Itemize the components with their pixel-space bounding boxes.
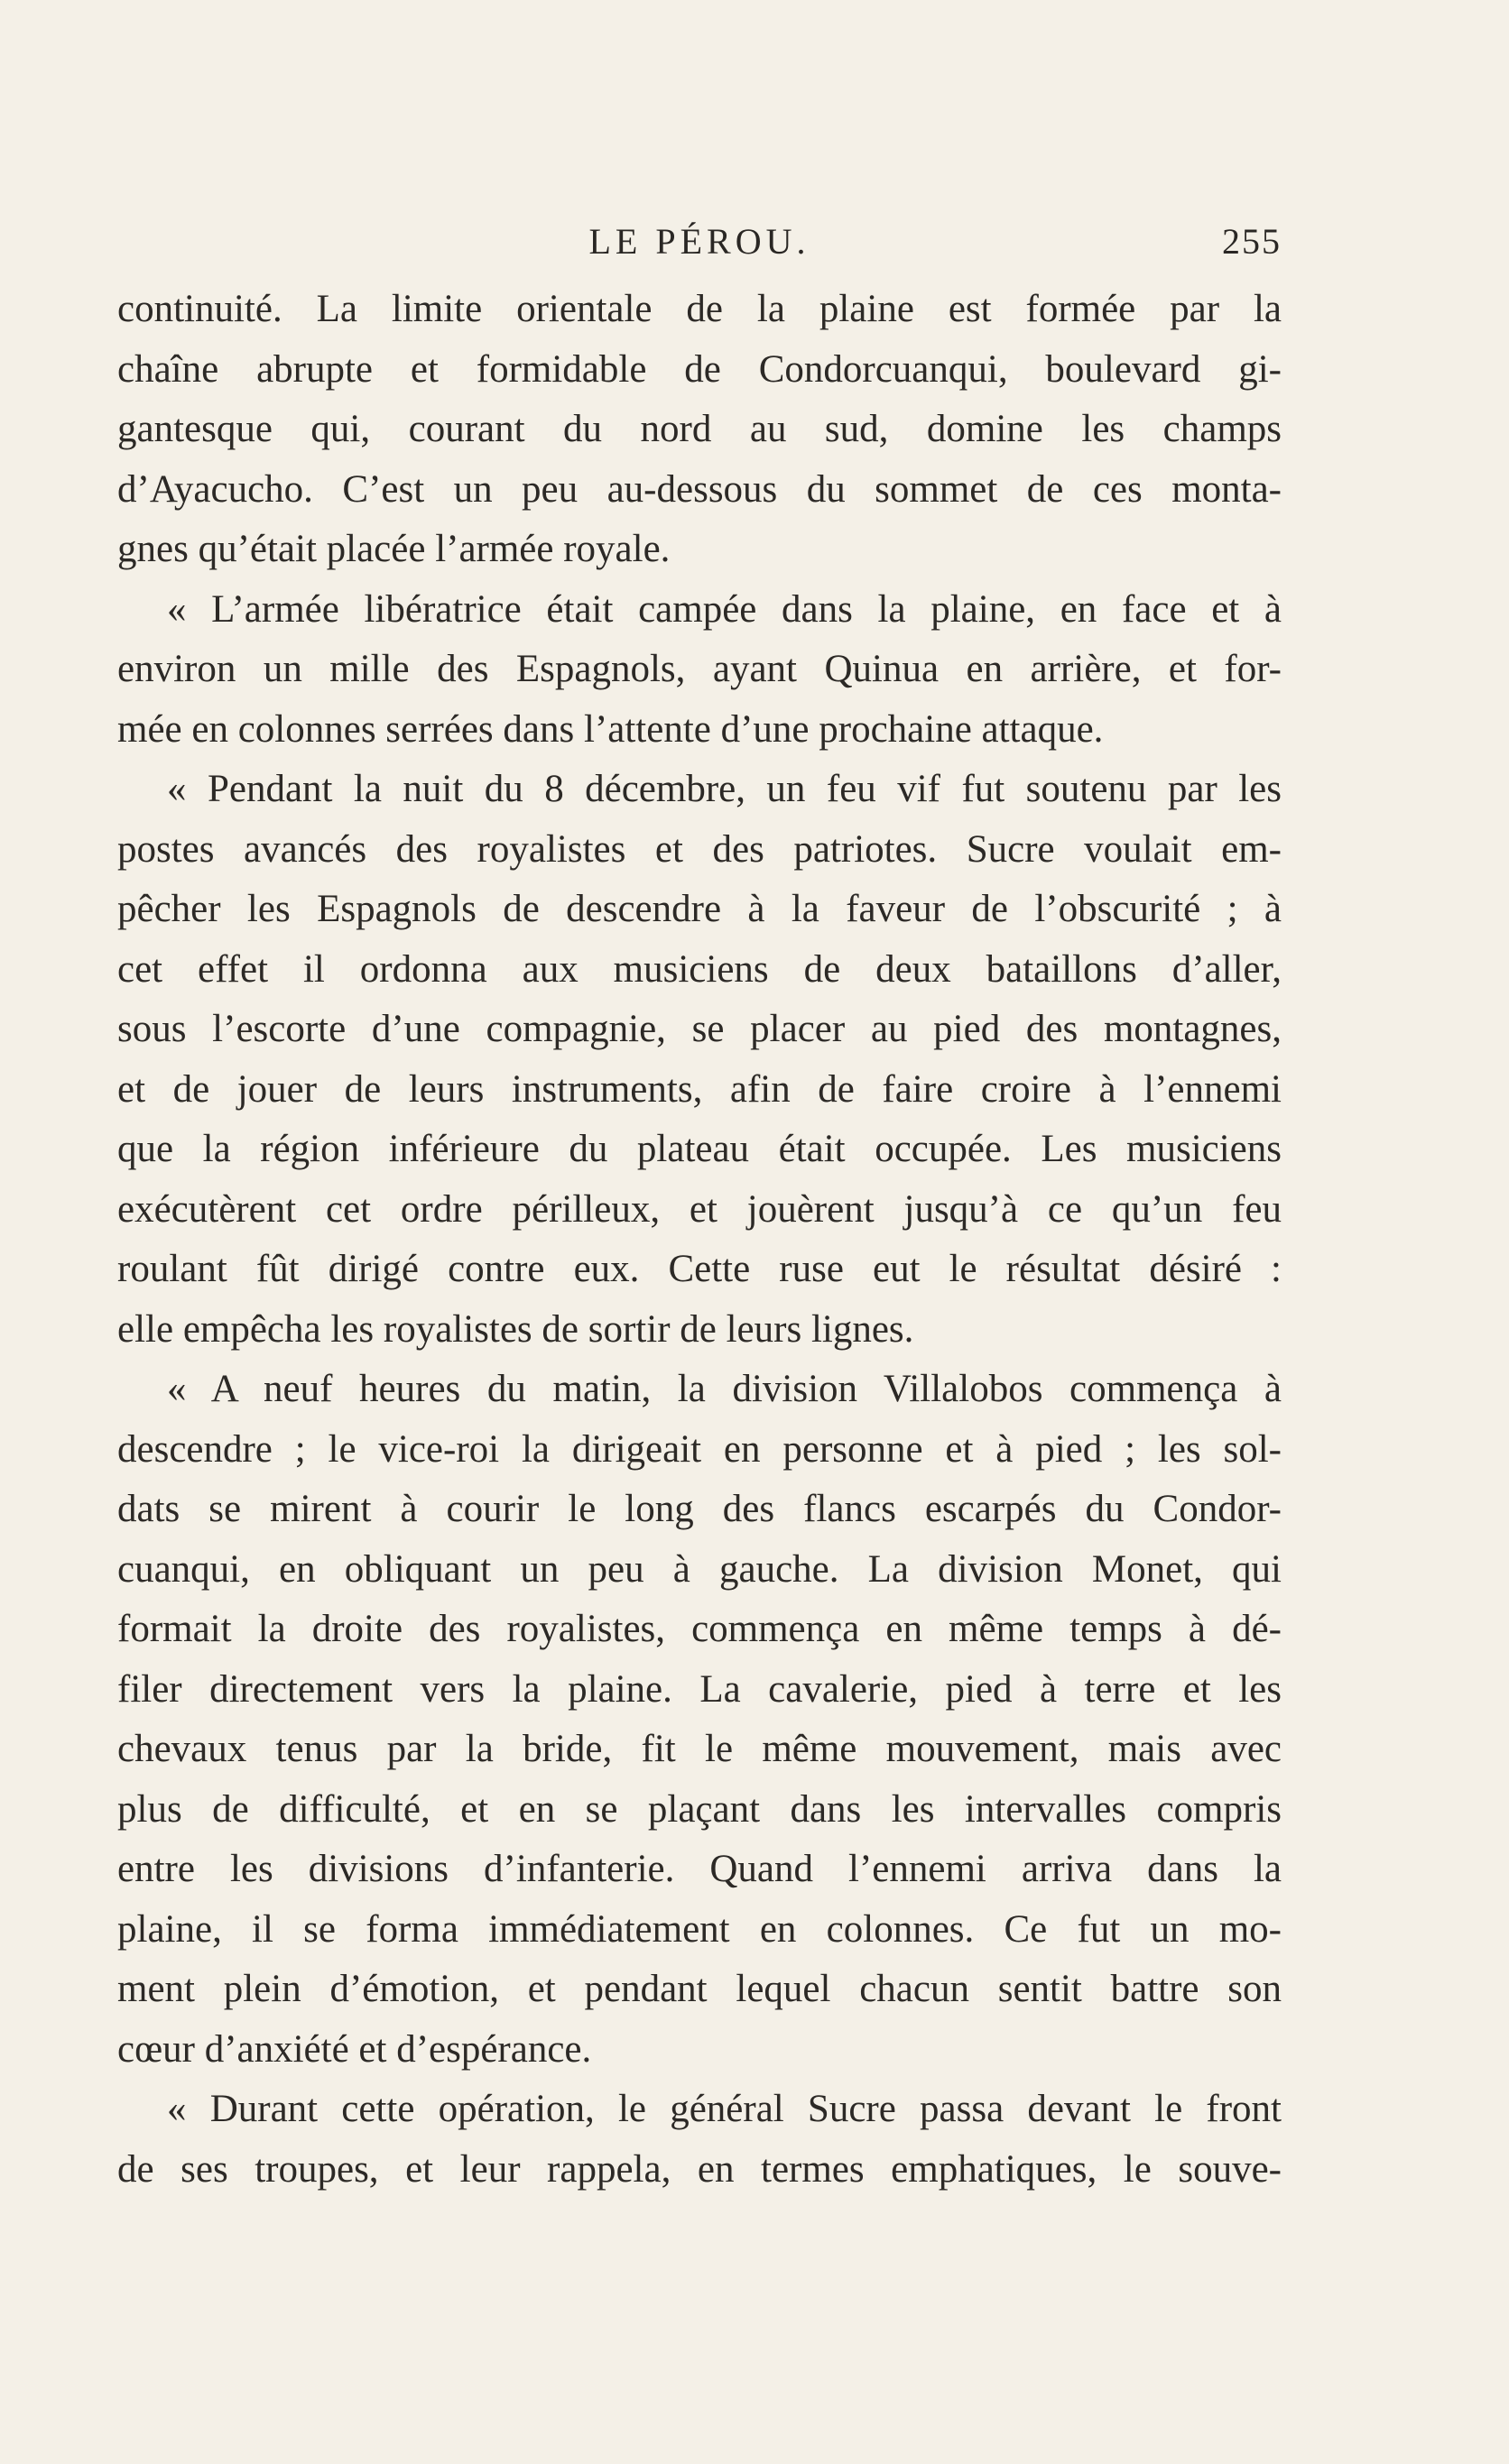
text-line: gantesque qui, courant du nord au sud, domine les champs xyxy=(117,408,1282,450)
body-text xyxy=(117,280,1282,2200)
text-line: exécutèrent cet ordre périlleux, et jouèrent jusqu’à ce qu’un feu xyxy=(117,1187,1282,1231)
text-line: « L’armée libératrice était campée dans la plaine, en face et à xyxy=(167,587,1282,631)
text-line: ment plein d’émotion, et pendant lequel chacun sentit battre son xyxy=(117,1968,1282,2010)
text-line: dats se mirent à courir le long des flancs escarpés du Condor- xyxy=(117,1488,1282,1530)
text-line: continuité. La limite orientale de la plaine est formée par la xyxy=(117,288,1282,330)
text-line: pêcher les Espagnols de descendre à la faveur de l’obscurité ; à xyxy=(117,888,1282,930)
text-line: de ses troupes, et leur rappela, en termes emphatiques, le souve- xyxy=(117,2147,1282,2191)
text-line: plaine, il se forma immédiatement en colonnes. Ce fut un mo- xyxy=(117,1907,1282,1951)
page-number: 255 xyxy=(1222,221,1282,262)
text-line: « Durant cette opération, le général Sucre passa devant le front xyxy=(167,2088,1282,2130)
text-line: entre les divisions d’infanterie. Quand l’ennemi arriva dans la xyxy=(117,1848,1282,1890)
text-line: cuanqui, en obliquant un peu à gauche. La division Monet, qui xyxy=(117,1547,1282,1591)
text-line: d’Ayacucho. C’est un peu au-dessous du sommet de ces monta- xyxy=(117,467,1282,511)
text-line: elle empêcha les royalistes de sortir de leurs lignes. xyxy=(117,1307,914,1351)
text-line: roulant fût dirigé contre eux. Cette ruse eut le résultat désiré : xyxy=(117,1248,1282,1290)
text-line: descendre ; le vice-roi la dirigeait en personne et à pied ; les sol- xyxy=(117,1427,1282,1471)
text-line: filer directement vers la plaine. La cavalerie, pied à terre et les xyxy=(117,1667,1282,1711)
text-line: mée en colonnes serrées dans l’attente d’une prochaine attaque. xyxy=(117,707,1104,751)
running-header xyxy=(117,217,1282,271)
text-line: postes avancés des royalistes et des patriotes. Sucre voulait em- xyxy=(117,827,1282,871)
text-line: plus de difficulté, et en se plaçant dans les intervalles compris xyxy=(117,1787,1282,1831)
text-line: cœur d’anxiété et d’espérance. xyxy=(117,2027,592,2071)
text-line: chaîne abrupte et formidable de Condorcuanqui, boulevard gi- xyxy=(117,347,1282,391)
text-line: environ un mille des Espagnols, ayant Quinua en arrière, et for- xyxy=(117,648,1282,690)
text-line: et de jouer de leurs instruments, afin de faire croire à l’ennemi xyxy=(117,1067,1282,1111)
text-line: cet effet il ordonna aux musiciens de deux bataillons d’aller, xyxy=(117,947,1282,991)
text-line: que la région inférieure du plateau était occupée. Les musiciens xyxy=(117,1128,1282,1170)
text-line: gnes qu’était placée l’armée royale. xyxy=(117,528,671,570)
text-line: sous l’escorte d’une compagnie, se placer au pied des montagnes, xyxy=(117,1008,1282,1050)
text-line: formait la droite des royalistes, commença en même temps à dé- xyxy=(117,1608,1282,1650)
text-line: chevaux tenus par la bride, fit le même mouvement, mais avec xyxy=(117,1728,1282,1770)
text-line: « Pendant la nuit du 8 décembre, un feu vif fut soutenu par les xyxy=(167,768,1282,810)
text-line: « A neuf heures du matin, la division Villalobos commença à xyxy=(167,1368,1282,1410)
running-title: LE PÉROU. xyxy=(588,221,810,262)
